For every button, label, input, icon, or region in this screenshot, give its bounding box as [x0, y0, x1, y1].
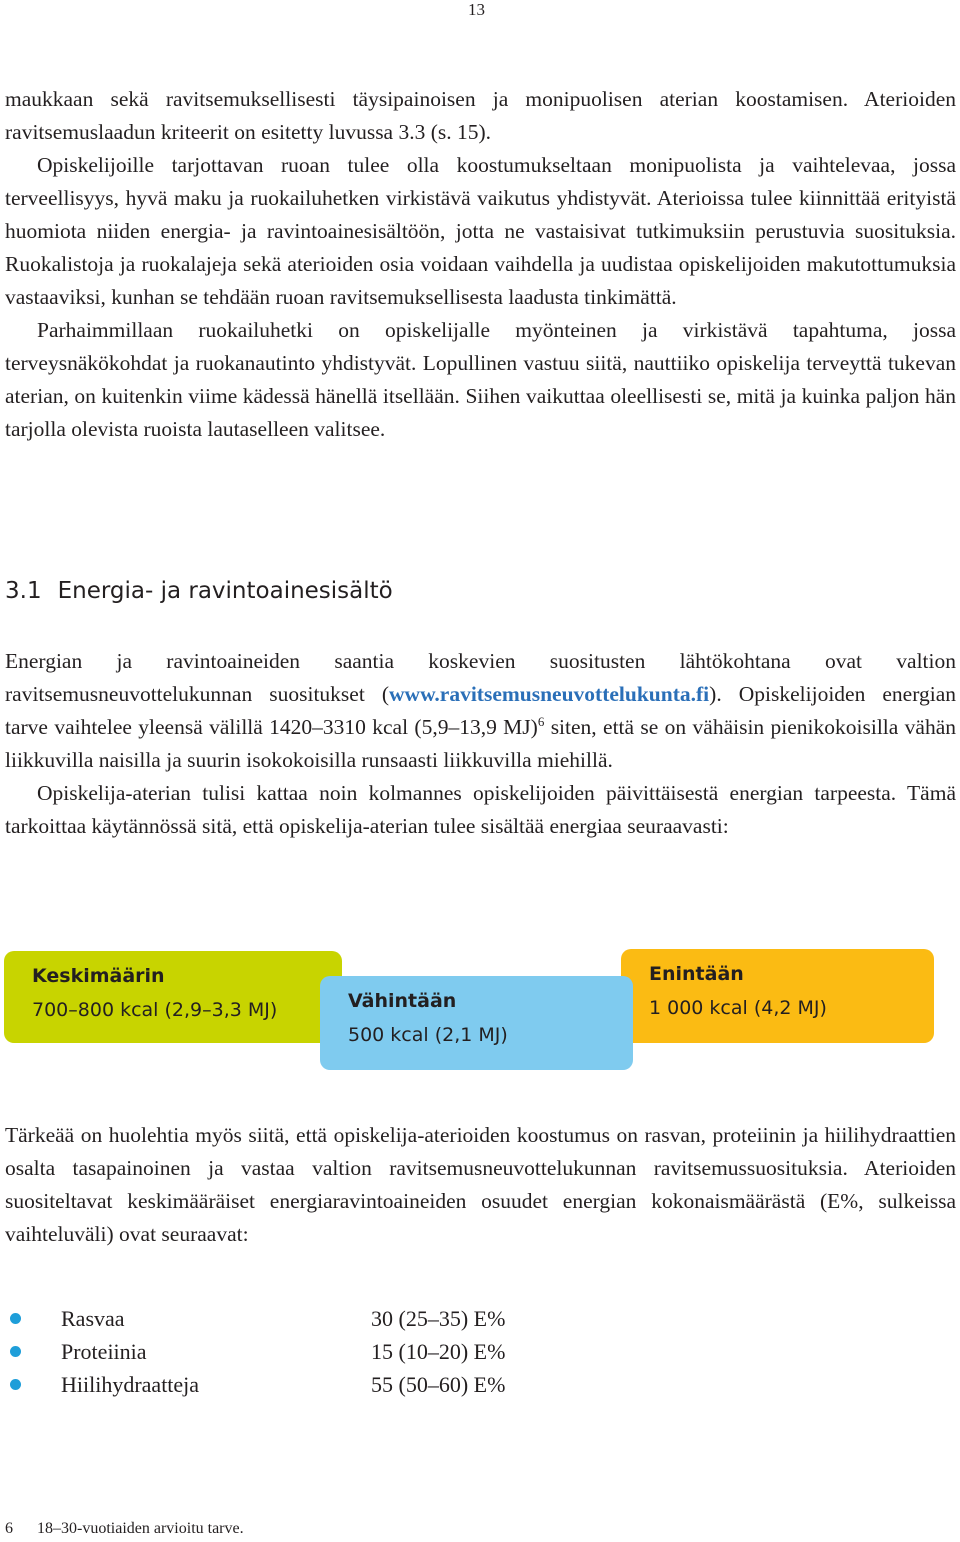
intro-part-2: Opiskelijoille tarjottavan ruoan tulee olla koostumukseltaan monipuolista ja vaihtelevaa, jossa terveellisyys, hyvä maku ja ruokailuhetken virkistävä vaikutus yhdistyvät. Aterioissa tulee kiinnittää erityistä huomiota niiden energia- ja ravintoainesisältöön, jotta ne vastaisivat tutkimuksiin perustuvia suosituksia. Ruokalistoja ja ruokalajeja sekä aterioiden osia voidaan vaihdella ja uudistaa opiskelijoiden makutottumuksia vastaaviksi, kunhan se tehdään ruoan ravitsemuksellisesta laadusta tinkimättä. [5, 153, 956, 309]
average-energy-box [4, 951, 342, 1043]
footnote [5, 1520, 244, 1538]
average-label: Keskimäärin [32, 965, 165, 987]
list-item [40, 1302, 505, 1335]
intro-part-3: Parhaimmillaan ruokailuhetki on opiskelijalle myönteinen ja virkistävä tapahtuma, jossa terveysnäkökohdat ja ruokanautinto yhdistyvät. Lopullinen vastuu siitä, nauttiiko opiskelija terveyttä tukevan aterian, on kuitenkin viime kädessä hänellä itsellään. Siihen vaikuttaa oleellisesti se, mitä ja kuinka paljon hän tarjolla olevista ruoista lautaselleen valitsee. [5, 318, 956, 441]
meal-paragraph: Opiskelija-aterian tulisi kattaa noin kolmannes opiskelijoiden päivittäisestä energian tarpeesta. Tämä tarkoittaa käytännössä sitä, että opiskelija-aterian tulee sisältää energiaa seuraavasti: [5, 781, 956, 838]
section-heading [5, 578, 393, 604]
balance-paragraph: Tärkeää on huolehtia myös siitä, että opiskelija-aterioiden koostumus on rasvan, proteiinin ja hiilihydraattien osalta tasapainoinen ja vastaa valtion ravitsemusneuvottelukunnan ravitsemussuosituksia. Aterioiden suositeltavat keskimääräiset energiaravintoaineiden osuudet energian kokonaismäärästä (E%, sulkeissa vaihteluväli) ovat seuraavat: [5, 1123, 956, 1246]
intro-part-1: maukkaan sekä ravitsemuksellisesti täysipainoisen ja monipuolisen aterian koostamisen. Aterioiden ravitsemuslaadun kriteerit on esitetty luvussa 3.3 (s. 15). [5, 87, 956, 144]
minimum-value: 500 kcal (2,1 MJ) [348, 1024, 508, 1046]
macro-value: 55 (50–60) E% [371, 1372, 506, 1397]
macronutrient-list [40, 1302, 505, 1401]
footnote-text: 18–30-vuotiaiden arvioitu tarve. [37, 1520, 244, 1537]
minimum-energy-box [320, 976, 633, 1070]
macro-name: Proteiinia [61, 1339, 147, 1364]
energy-text-3: siten, että se on vähäisin pienikokoisilla vähän liikkuvilla naisilla ja suurin isokokoisilla runsaasti liikkuvilla miehillä. [5, 715, 957, 772]
minimum-label: Vähintään [348, 990, 457, 1012]
list-item [40, 1368, 505, 1401]
maximum-label: Enintään [649, 963, 744, 985]
macro-name: Hiilihydraatteja [61, 1372, 200, 1397]
intro-paragraph [5, 83, 956, 446]
energy-text-1: Energian ja ravintoaineiden saantia koskevien suositusten lähtökohtana ovat valtion ravitsemusneuvottelukunnan suositukset ( [5, 649, 956, 706]
list-item [40, 1335, 505, 1368]
bullet-icon [10, 1313, 21, 1324]
maximum-energy-box [621, 949, 934, 1043]
macro-name: Rasvaa [61, 1306, 125, 1331]
footnote-number: 6 [5, 1520, 13, 1537]
maximum-value: 1 000 kcal (4,2 MJ) [649, 997, 827, 1019]
energy-text-2: ). Opiskelijoiden energian tarve vaihtelee yleensä välillä 1420–3310 kcal (5,9–13,9 MJ) [5, 682, 956, 739]
section-number: 3.1 [5, 578, 42, 604]
macro-value: 30 (25–35) E% [371, 1306, 506, 1331]
bullet-icon [10, 1346, 21, 1357]
section-title: Energia- ja ravintoainesisältö [57, 578, 393, 604]
energy-paragraph [5, 645, 956, 843]
bullet-icon [10, 1379, 21, 1390]
macro-value: 15 (10–20) E% [371, 1339, 506, 1364]
average-value: 700–800 kcal (2,9–3,3 MJ) [32, 999, 278, 1021]
page-number: 13 [468, 0, 485, 19]
ravitsemusneuvottelukunta-link[interactable]: www.ravitsemusneuvottelukunta.fi [389, 682, 710, 706]
footnote-reference[interactable]: 6 [537, 713, 545, 729]
